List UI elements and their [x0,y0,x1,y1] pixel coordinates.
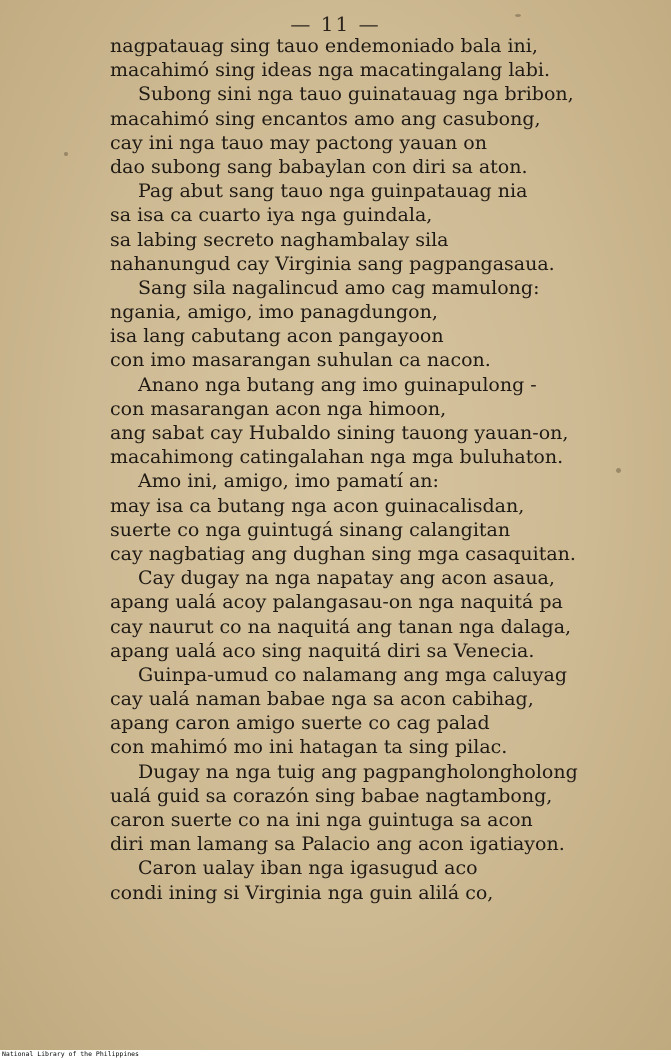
text-line: apang ualá acoy palangasau-on nga naquitá pa [110,591,563,614]
text-line: ualá guid sa corazón sing babae nagtambong, [110,784,553,807]
text-line: caron suerte co na ini nga guintuga sa acon [110,809,533,831]
text-line: cay nagbatiag ang dughan sing mga casaquitan. [110,542,576,565]
text-line: Guinpa-umud co nalamang ang mga caluyag [138,663,568,686]
text-line: sa isa ca cuarto iya nga guindala, [110,204,433,227]
text-line: Caron ualay iban nga igasugud aco [138,857,478,880]
text-line: condi ining si Virginia nga guin alilá co, [110,881,494,904]
text-line: Pag abut sang tauo nga guinpatauag nia [138,180,528,203]
paper-speck [64,152,68,156]
poem-text [110,34,630,905]
text-line: apang ualá aco sing naquitá diri sa Venecia. [110,639,535,662]
text-line: may isa ca butang nga acon guinacalisdan, [110,494,525,517]
text-line: isa lang cabutang acon pangayoon [110,325,444,348]
page-number: — 11 — [290,12,381,36]
text-line: Anano nga butang ang imo guinapulong - [138,373,537,396]
text-line: Subong sini nga tauo guinatauag nga bribon, [138,83,574,106]
text-line: macahimong catingalahan nga mga buluhaton. [110,446,564,469]
text-line: dao subong sang babaylan con diri sa aton. [110,155,528,178]
paper-speck [616,468,621,473]
text-line: macahimó sing ideas nga macatingalang labi. [110,59,551,82]
text-line: nahanungud cay Virginia sang pagpangasaua. [110,252,555,275]
text-line: sa labing secreto naghambalay sila [110,228,449,251]
text-line: diri man lamang sa Palacio ang acon igatiayon. [110,833,565,856]
text-line: con imo masarangan suhulan ca nacon. [110,349,491,372]
text-line: con masarangan acon nga himoon, [110,397,447,420]
text-line: cay ini nga tauo may pactong yauan on [110,131,487,154]
text-line: Sang sila nagalincud amo cag mamulong: [138,276,540,299]
library-credit: National Library of the Philippines [2,1050,139,1058]
text-line: Dugay na nga tuig ang pagpangholongholong [138,760,578,783]
text-line: nagpatauag sing tauo endemoniado bala ini, [110,35,538,57]
text-line: con mahimó mo ini hatagan ta sing pilac. [110,736,508,759]
text-line: Amo ini, amigo, imo pamatí an: [138,470,439,493]
paper-speck [515,14,521,17]
text-line: macahimó sing encantos amo ang casubong, [110,107,541,130]
text-line: apang caron amigo suerte co cag palad [110,712,490,735]
text-line: cay ualá naman babae nga sa acon cabihag, [110,688,534,711]
text-line: suerte co nga guintugá sinang calangitan [110,518,511,541]
text-line: ang sabat cay Hubaldo sining tauong yauan-on, [110,422,569,444]
text-line: Cay dugay na nga napatay ang acon asaua, [138,567,555,590]
text-line: cay naurut co na naquitá ang tanan nga dalaga, [110,615,572,638]
text-line: ngania, amigo, imo panagdungon, [110,301,438,324]
